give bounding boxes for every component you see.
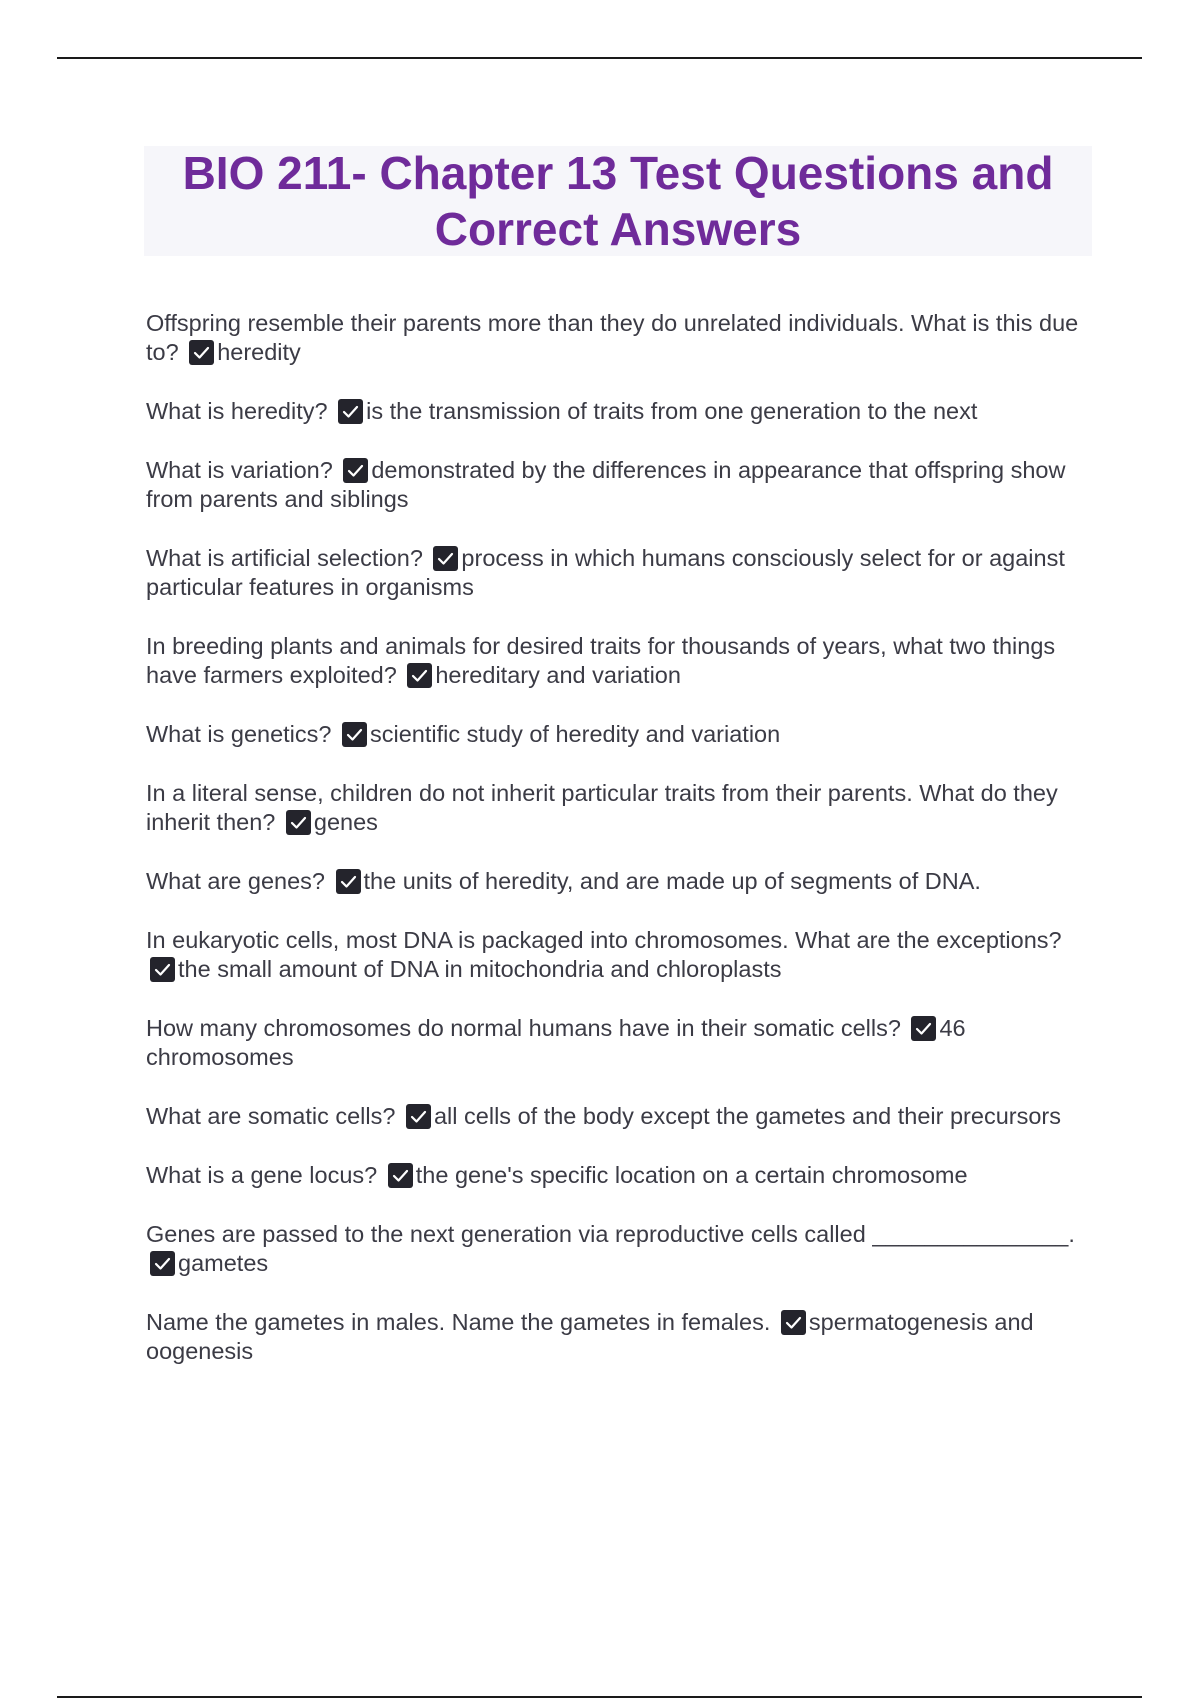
qa-item	[146, 1220, 1096, 1278]
qa-item	[146, 1161, 1096, 1190]
check-box-icon	[336, 869, 361, 894]
answer-text: all cells of the body except the gametes and their precursors	[433, 1103, 1061, 1129]
qa-list	[146, 309, 1096, 1396]
question-text: What are somatic cells?	[146, 1103, 396, 1129]
answer-text: is the transmission of traits from one generation to the next	[366, 398, 978, 424]
check-box-icon	[388, 1163, 413, 1188]
check-box-icon	[286, 810, 311, 835]
question-text: What are genes?	[146, 868, 325, 894]
check-box-icon	[150, 957, 175, 982]
check-box-icon	[406, 1104, 431, 1129]
qa-item	[146, 309, 1096, 367]
qa-item	[146, 867, 1096, 896]
question-text: Genes are passed to the next generation via reproductive cells called _______________.	[146, 1221, 1075, 1247]
question-text: What is genetics?	[146, 721, 332, 747]
qa-item	[146, 632, 1096, 690]
title-banner	[144, 146, 1092, 256]
qa-item	[146, 397, 1096, 426]
question-text: Name the gametes in males. Name the gametes in females.	[146, 1309, 771, 1335]
check-box-icon	[150, 1251, 175, 1276]
question-text: What is a gene locus?	[146, 1162, 378, 1188]
question-text: What is heredity?	[146, 398, 328, 424]
page-title: BIO 211- Chapter 13 Test Questions and Correct Answers	[182, 147, 1054, 255]
check-box-icon	[189, 340, 214, 365]
answer-text: spermatogenesis and oogenesis	[146, 1309, 1034, 1364]
qa-item	[146, 926, 1096, 984]
answer-text: scientific study of heredity and variation	[370, 721, 781, 747]
question-text: In breeding plants and animals for desired traits for thousands of years, what two things have farmers exploited?	[146, 633, 1056, 688]
answer-text: demonstrated by the differences in appearance that offspring show from parents and siblings	[146, 457, 1066, 512]
question-text: What is artificial selection?	[146, 545, 423, 571]
answer-text: genes	[313, 809, 378, 835]
question-text: What is variation?	[146, 457, 333, 483]
answer-text: the small amount of DNA in mitochondria and chloroplasts	[178, 956, 782, 982]
check-box-icon	[781, 1310, 806, 1335]
qa-item	[146, 544, 1096, 602]
question-text: In eukaryotic cells, most DNA is packaged into chromosomes. What are the exceptions?	[146, 927, 1062, 953]
qa-item	[146, 720, 1096, 749]
check-box-icon	[343, 458, 368, 483]
question-text: How many chromosomes do normal humans have in their somatic cells?	[146, 1015, 901, 1041]
check-box-icon	[433, 546, 458, 571]
check-box-icon	[407, 663, 432, 688]
qa-item	[146, 1308, 1096, 1366]
qa-item	[146, 456, 1096, 514]
check-box-icon	[911, 1016, 936, 1041]
answer-text: the units of heredity, and are made up of segments of DNA.	[363, 868, 981, 894]
bottom-rule	[57, 1696, 1142, 1698]
top-rule	[57, 57, 1142, 59]
qa-item	[146, 1014, 1096, 1072]
check-box-icon	[338, 399, 363, 424]
qa-item	[146, 1102, 1096, 1131]
answer-text: 46 chromosomes	[146, 1015, 966, 1070]
question-text: In a literal sense, children do not inherit particular traits from their parents. What do they inherit then?	[146, 780, 1058, 835]
qa-item	[146, 779, 1096, 837]
answer-text: gametes	[178, 1250, 269, 1276]
answer-text: process in which humans consciously select for or against particular features in organisms	[146, 545, 1065, 600]
answer-text: hereditary and variation	[435, 662, 681, 688]
answer-text: the gene's specific location on a certain chromosome	[415, 1162, 968, 1188]
question-text: Offspring resemble their parents more than they do unrelated individuals. What is this due to?	[146, 310, 1079, 365]
check-box-icon	[342, 722, 367, 747]
answer-text: heredity	[217, 339, 301, 365]
